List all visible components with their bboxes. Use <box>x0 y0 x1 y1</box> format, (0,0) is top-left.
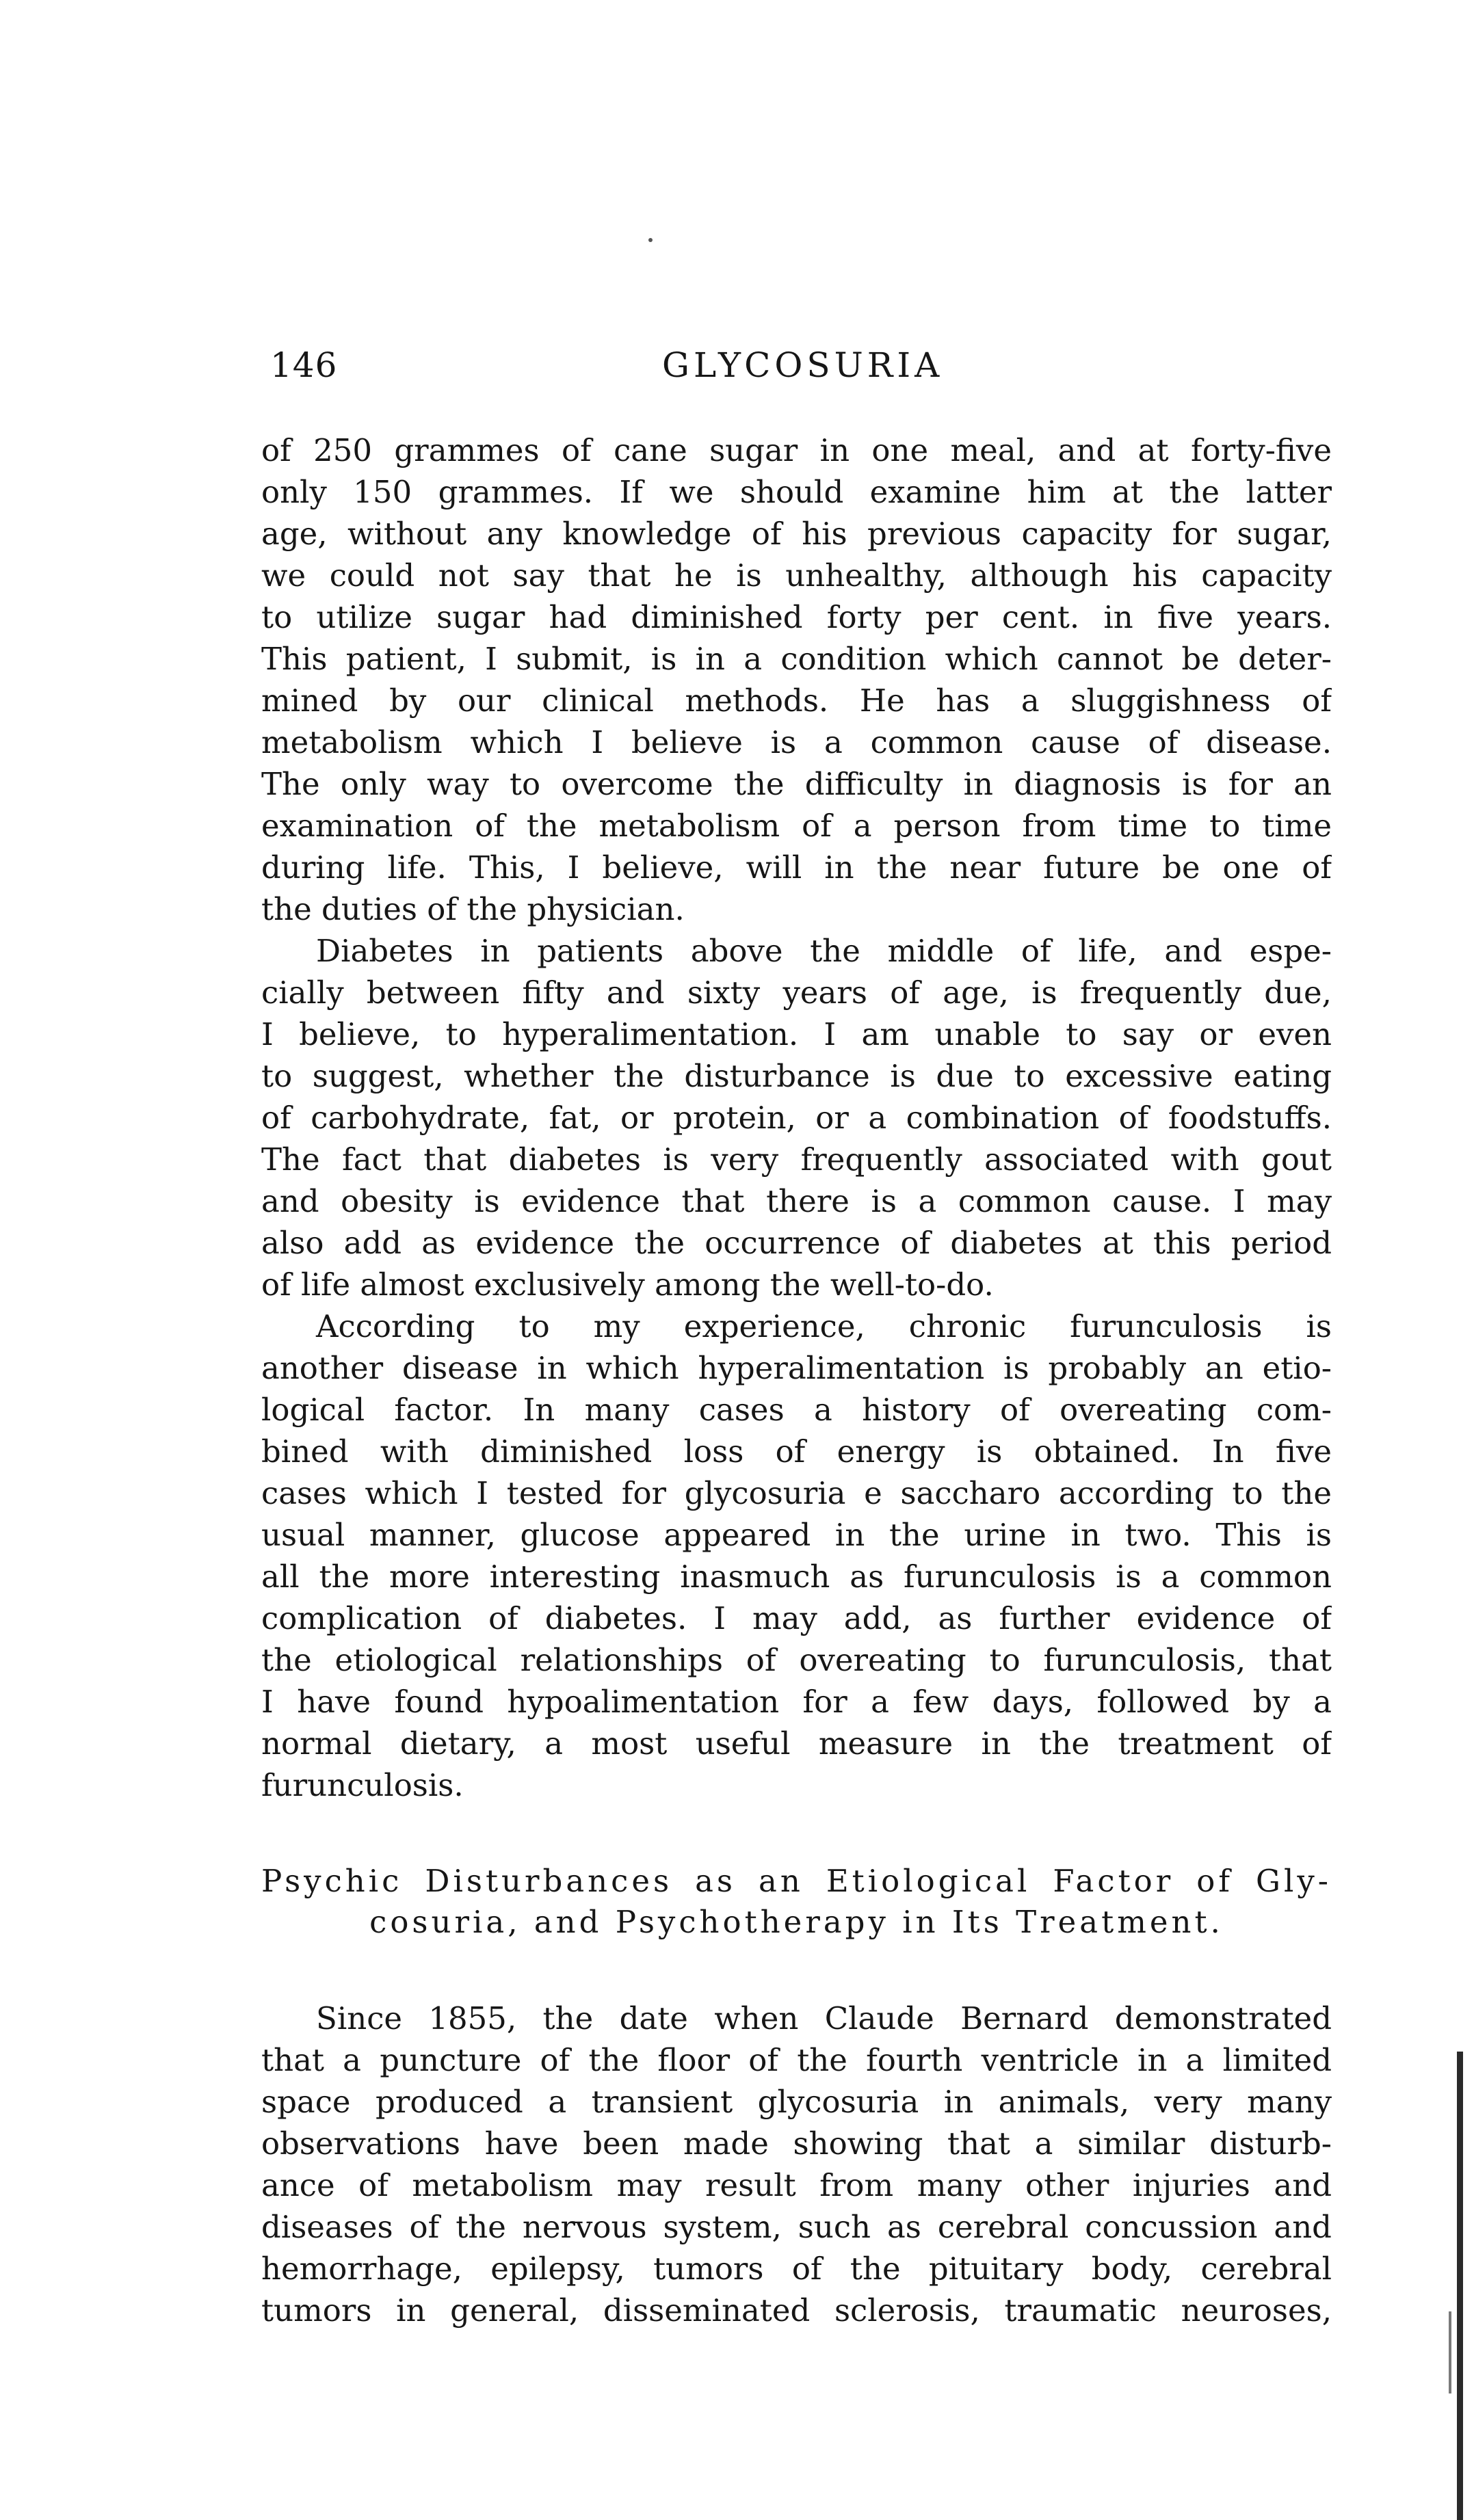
text-line: observations have been made showing that a similar disturb- <box>261 2125 1332 2162</box>
text-line: all the more interesting inasmuch as furunculosis is a common <box>261 1559 1332 1595</box>
text-line: complication of diabetes. I may add, as further evidence of <box>261 1600 1332 1636</box>
page-number: 146 <box>270 345 338 385</box>
text-line: ance of metabolism may result from many other injuries and <box>261 2167 1332 2203</box>
running-head <box>270 345 1327 400</box>
text-line: cases which I tested for glycosuria e saccharo according to the <box>261 1475 1332 1511</box>
text-line: we could not say that he is unhealthy, although his capacity <box>261 557 1332 594</box>
text-line: of carbohydrate, fat, or protein, or a combination of foodstuffs. <box>261 1100 1332 1136</box>
text-line: The only way to overcome the difficulty in diagnosis is for an <box>261 766 1332 802</box>
text-line: the etiological relationships of overeating to furunculosis, that <box>261 1642 1332 1678</box>
text-line: furunculosis. <box>261 1767 464 1803</box>
section-heading-line: cosuria, and Psychotherapy in Its Treatment. <box>369 1904 1224 1940</box>
text-line: age, without any knowledge of his previous capacity for sugar, <box>261 516 1332 552</box>
text-line: cially between fifty and sixty years of age, is frequently due, <box>261 974 1332 1011</box>
text-line: the duties of the physician. <box>261 891 685 927</box>
text-line: usual manner, glucose appeared in the urine in two. This is <box>261 1517 1332 1553</box>
text-line: another disease in which hyperalimentation is probably an etio- <box>261 1350 1332 1386</box>
text-line: Since 1855, the date when Claude Bernard demonstrated <box>316 2000 1332 2037</box>
text-line: hemorrhage, epilepsy, tumors of the pituitary body, cerebral <box>261 2251 1332 2287</box>
section-heading-line: Psychic Disturbances as an Etiological Factor of Gly- <box>261 1863 1332 1899</box>
text-line: bined with diminished loss of energy is obtained. In five <box>261 1433 1332 1470</box>
text-line: I believe, to hyperalimentation. I am unable to say or even <box>261 1016 1332 1052</box>
scan-edge-mark <box>1457 2052 1463 2520</box>
text-line: tumors in general, disseminated sclerosis, traumatic neuroses, <box>261 2292 1332 2329</box>
text-line: logical factor. In many cases a history of overeating com- <box>261 1392 1332 1428</box>
text-line: examination of the metabolism of a person from time to time <box>261 808 1332 844</box>
paragraph-1 <box>261 429 1332 930</box>
section-heading <box>261 1861 1332 1943</box>
text-line: The fact that diabetes is very frequently associated with gout <box>261 1141 1332 1178</box>
running-title: GLYCOSURIA <box>662 345 944 385</box>
text-line: during life. This, I believe, will in the near future be one of <box>261 849 1332 886</box>
text-line: only 150 grammes. If we should examine him at the latter <box>261 474 1332 510</box>
text-line: normal dietary, a most useful measure in the treatment of <box>261 1725 1332 1762</box>
paragraph-3 <box>261 1305 1332 1806</box>
text-line: to suggest, whether the disturbance is due to excessive eating <box>261 1058 1332 1094</box>
text-line: of 250 grammes of cane sugar in one meal, and at forty-five <box>261 432 1332 468</box>
text-line: Diabetes in patients above the middle of life, and espe- <box>316 933 1332 969</box>
ink-speck <box>648 238 653 242</box>
text-line: According to my experience, chronic furunculosis is <box>316 1308 1332 1344</box>
text-line: diseases of the nervous system, such as cerebral concussion and <box>261 2209 1332 2245</box>
paragraph-4 <box>261 1998 1332 2331</box>
text-line: mined by our clinical methods. He has a sluggishness of <box>261 682 1332 719</box>
text-line: of life almost exclusively among the well-to-do. <box>261 1266 994 1303</box>
paragraph-2 <box>261 930 1332 1305</box>
scan-edge-mark <box>1449 2311 1451 2393</box>
text-line: that a puncture of the floor of the fourth ventricle in a limited <box>261 2042 1332 2078</box>
text-line: This patient, I submit, is in a condition which cannot be deter- <box>261 641 1332 677</box>
text-line: metabolism which I believe is a common cause of disease. <box>261 724 1332 760</box>
body-text <box>261 429 1332 2331</box>
text-line: I have found hypoalimentation for a few days, followed by a <box>261 1684 1332 1720</box>
text-line: and obesity is evidence that there is a common cause. I may <box>261 1183 1332 1219</box>
text-line: space produced a transient glycosuria in animals, very many <box>261 2084 1332 2120</box>
text-line: also add as evidence the occurrence of diabetes at this period <box>261 1225 1332 1261</box>
text-line: to utilize sugar had diminished forty per cent. in five years. <box>261 599 1332 635</box>
